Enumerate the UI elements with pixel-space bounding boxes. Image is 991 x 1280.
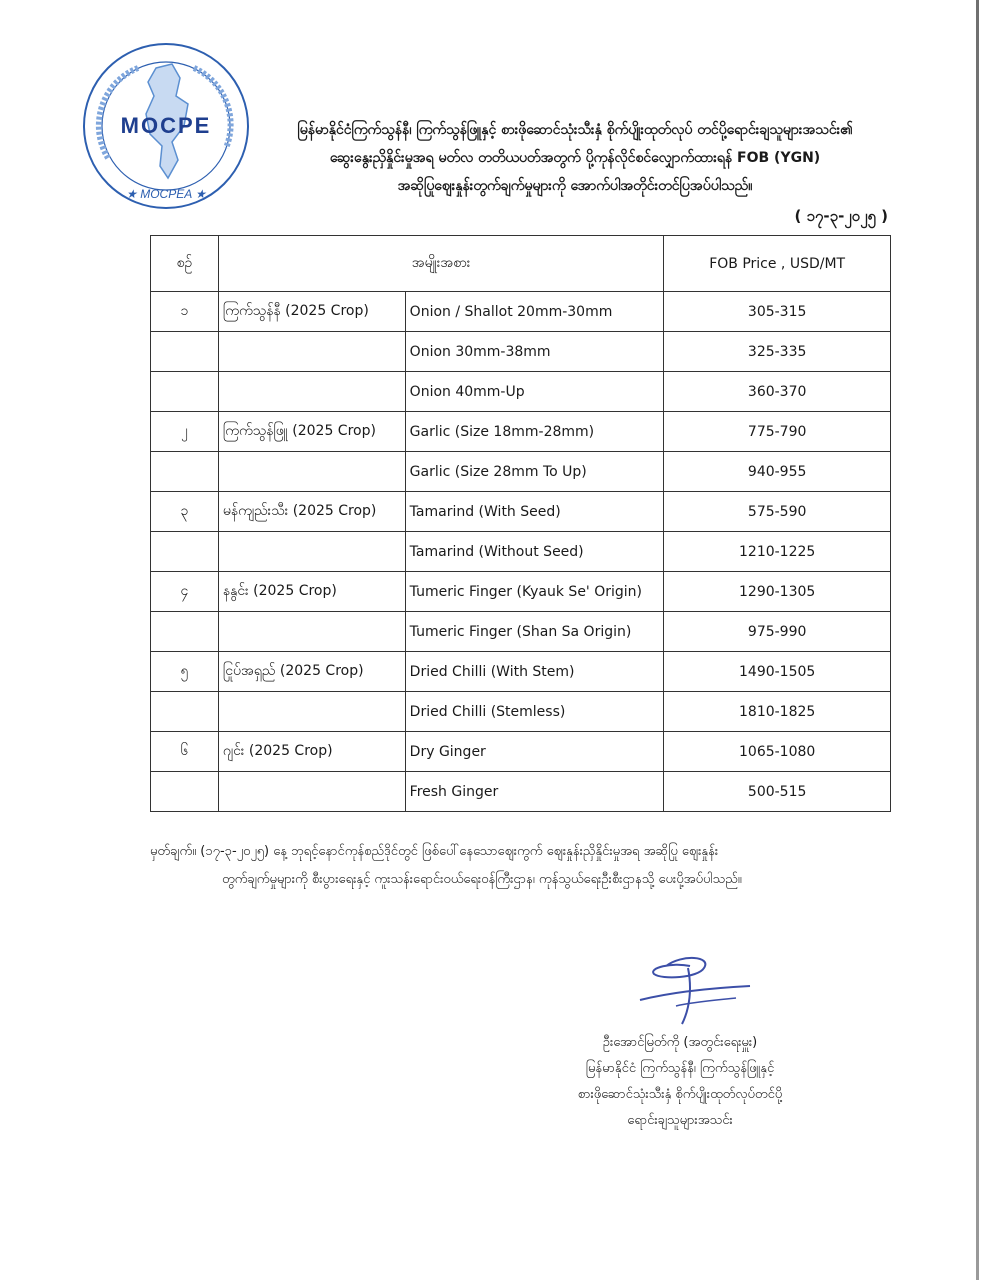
row-type: Fresh Ginger [405, 772, 664, 812]
row-price: 940-955 [664, 452, 891, 492]
row-category: ကြက်သွန်ဖြူ (2025 Crop) [218, 412, 405, 452]
row-no [151, 372, 219, 412]
table-row [151, 692, 891, 732]
header-line-1: မြန်မာနိုင်ငံကြက်သွန်နီ၊ ကြက်သွန်ဖြူနှင့် စားဖိုဆောင်သုံးသီးနှံ စိုက်ပျိုးထုတ်လုပ် တင်ပို့ရောင်းချသူများအသင်း၏ [297, 122, 853, 138]
signer-org-line-3: ရောင်းချသူများအသင်း [627, 1113, 733, 1128]
row-price: 500-515 [664, 772, 891, 812]
row-price: 1290-1305 [664, 572, 891, 612]
table-row [151, 732, 891, 772]
row-category [218, 612, 405, 652]
row-type: Tumeric Finger (Shan Sa Origin) [405, 612, 664, 652]
table-row [151, 332, 891, 372]
row-no [151, 772, 219, 812]
association-logo [68, 38, 268, 213]
row-category [218, 692, 405, 732]
row-price: 305-315 [664, 292, 891, 332]
row-no: ၃ [151, 492, 219, 532]
row-category [218, 372, 405, 412]
row-type: Tumeric Finger (Kyauk Se' Origin) [405, 572, 664, 612]
row-category: နနွင်း (2025 Crop) [218, 572, 405, 612]
footnote-label: မှတ်ချက်။ [150, 844, 197, 859]
row-price: 775-790 [664, 412, 891, 452]
header-no: စဉ် [151, 236, 219, 292]
row-price: 360-370 [664, 372, 891, 412]
row-type: Garlic (Size 28mm To Up) [405, 452, 664, 492]
handwritten-signature [632, 948, 762, 1028]
row-price: 975-990 [664, 612, 891, 652]
row-type: Tamarind (With Seed) [405, 492, 664, 532]
row-category [218, 452, 405, 492]
footnote [150, 838, 890, 894]
row-type: Onion / Shallot 20mm-30mm [405, 292, 664, 332]
table-header-row [151, 236, 891, 292]
row-price: 1210-1225 [664, 532, 891, 572]
row-price: 325-335 [664, 332, 891, 372]
table-row [151, 612, 891, 652]
row-category [218, 532, 405, 572]
header-price: FOB Price , USD/MT [664, 236, 891, 292]
table-row [151, 292, 891, 332]
footnote-line-1: (၁၇-၃-၂၀၂၅) နေ့ ဘုရင့်နောင်ကုန်စည်ဒိုင်တွင် ဖြစ်ပေါ်နေသောဈေးကွက် ဈေးနှုန်းညှိနှိုင်းမှုအရ အဆိုပြု ဈေးနှုန်း [200, 844, 719, 859]
signer-org-line-2: စားဖိုဆောင်သုံးသီးနှံ စိုက်ပျိုးထုတ်လုပ်တင်ပို့ [577, 1087, 783, 1102]
row-no [151, 332, 219, 372]
row-type: Garlic (Size 18mm-28mm) [405, 412, 664, 452]
row-type: Onion 30mm-38mm [405, 332, 664, 372]
row-type: Dried Chilli (Stemless) [405, 692, 664, 732]
footnote-line-2: တွက်ချက်မှုများကို စီးပွားရေးနှင့် ကူးသန်းရောင်းဝယ်ရေးဝန်ကြီးဌာန၊ ကုန်သွယ်ရေးဦးစီးဌာနသို့ ပေးပို့အပ်ပါသည်။ [222, 872, 742, 887]
table-row [151, 572, 891, 612]
row-type: Dry Ginger [405, 732, 664, 772]
document-date: ( ၁၇-၃-၂၀၂၅ ) [794, 207, 888, 225]
signer-name: ဦးအောင်မြတ်ကို (အတွင်းရေးမှူး) [602, 1035, 758, 1050]
row-category [218, 332, 405, 372]
row-price: 1810-1825 [664, 692, 891, 732]
header-line-3: အဆိုပြုဈေးနှုန်းတွက်ချက်မှုများကို အောက်ပါအတိုင်းတင်ပြအပ်ပါသည်။ [397, 178, 753, 194]
row-price: 1490-1505 [664, 652, 891, 692]
table-row [151, 772, 891, 812]
row-type: Tamarind (Without Seed) [405, 532, 664, 572]
row-no: ၆ [151, 732, 219, 772]
row-no [151, 692, 219, 732]
signer-org-line-1: မြန်မာနိုင်ငံ ကြက်သွန်နီ၊ ကြက်သွန်ဖြူနှင့် [585, 1061, 775, 1076]
table-row [151, 412, 891, 452]
row-price: 575-590 [664, 492, 891, 532]
table-row [151, 532, 891, 572]
header-line-2: ဆွေးနွေးညှိနှိုင်းမှုအရ မတ်လ တတိယပတ်အတွက် ပို့ကုန်လိုင်စင်လျှောက်ထားရန် FOB (YGN) [329, 150, 821, 166]
row-no [151, 612, 219, 652]
row-no: ၁ [151, 292, 219, 332]
row-no [151, 452, 219, 492]
page-edge [976, 0, 979, 1280]
price-table [150, 235, 891, 812]
row-category: ကြက်သွန်နီ (2025 Crop) [218, 292, 405, 332]
row-no: ၅ [151, 652, 219, 692]
table-row [151, 652, 891, 692]
row-no: ၄ [151, 572, 219, 612]
logo-acronym: MOCPE [120, 113, 212, 138]
row-type: Dried Chilli (With Stem) [405, 652, 664, 692]
row-type: Onion 40mm-Up [405, 372, 664, 412]
row-category: မန်ကျည်းသီး (2025 Crop) [218, 492, 405, 532]
table-row [151, 372, 891, 412]
logo-ring-text: ★ MOCPEA ★ [126, 187, 206, 201]
table-row [151, 492, 891, 532]
table-row [151, 452, 891, 492]
row-category: ငြုပ်အရှည် (2025 Crop) [218, 652, 405, 692]
row-no: ၂ [151, 412, 219, 452]
row-price: 1065-1080 [664, 732, 891, 772]
signature-block [540, 1030, 820, 1134]
header-type: အမျိုးအစား [218, 236, 663, 292]
row-no [151, 532, 219, 572]
row-category [218, 772, 405, 812]
document-header [255, 116, 895, 200]
row-category: ဂျင်း (2025 Crop) [218, 732, 405, 772]
